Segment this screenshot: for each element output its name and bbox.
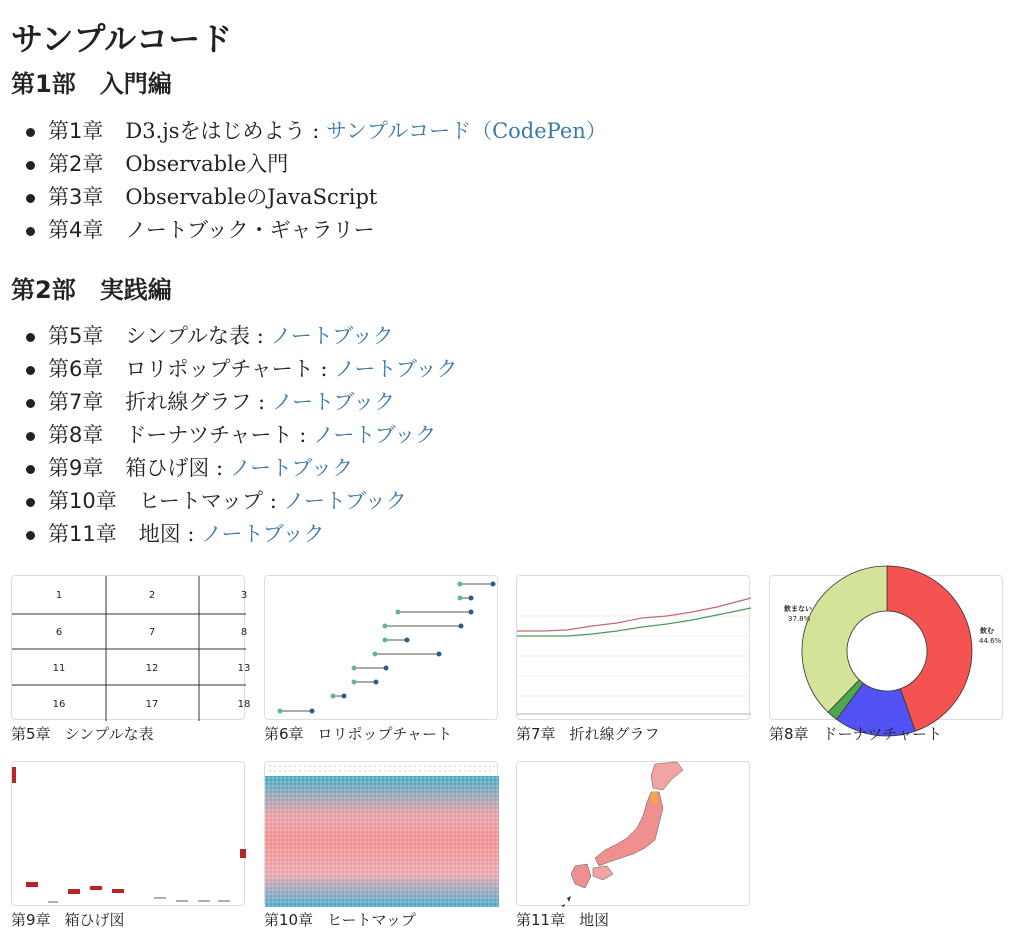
thumbnail-lollipop-chart[interactable] bbox=[264, 575, 498, 720]
chapter-item: 第7章 折れ線グラフ : ノートブック bbox=[26, 386, 457, 419]
table-cell: 16 bbox=[52, 699, 66, 710]
chapter-title: ドーナツチャート bbox=[125, 423, 293, 447]
notebook-link-ch10[interactable]: ノートブック bbox=[283, 489, 407, 513]
table-preview bbox=[12, 576, 251, 721]
chapter-title: 箱ひげ図 bbox=[125, 456, 210, 480]
donut-label: 飲む bbox=[980, 627, 994, 635]
table-cell: 3 bbox=[240, 590, 248, 601]
chapter-title: ヒートマップ bbox=[138, 489, 264, 513]
table-cell: 13 bbox=[237, 663, 251, 674]
thumbnail-caption: 第7章 折れ線グラフ bbox=[516, 725, 660, 743]
table-cell: 7 bbox=[148, 627, 156, 638]
chapter-item: 第11章 地図 : ノートブック bbox=[26, 518, 457, 551]
donut-chart bbox=[802, 566, 972, 736]
table-cell: 11 bbox=[52, 663, 66, 674]
chapter-title: ロリポップチャート bbox=[125, 357, 314, 381]
chapter-item: 第3章 ObservableのJavaScript bbox=[26, 181, 607, 214]
chapter-item: 第6章 ロリポップチャート : ノートブック bbox=[26, 353, 457, 386]
notebook-link-ch11[interactable]: ノートブック bbox=[201, 522, 325, 546]
boxplot-preview bbox=[12, 762, 246, 907]
donut-percent: 37.8% bbox=[788, 615, 811, 623]
chapter-item: 第1章 D3.jsをはじめよう : サンプルコード（CodePen） bbox=[26, 115, 607, 148]
lollipop-preview bbox=[265, 576, 499, 721]
chapter-item: 第5章 シンプルな表 : ノートブック bbox=[26, 320, 457, 353]
table-cell: 6 bbox=[55, 627, 63, 638]
thumbnail-donut-chart[interactable] bbox=[769, 575, 1003, 720]
thumbnail-caption: 第10章 ヒートマップ bbox=[264, 911, 416, 929]
table-cell: 2 bbox=[148, 590, 156, 601]
chapter-title: 折れ線グラフ bbox=[125, 390, 252, 414]
table-cell: 18 bbox=[237, 699, 251, 710]
japan-map-preview bbox=[517, 762, 751, 907]
chapter-item: 第9章 箱ひげ図 : ノートブック bbox=[26, 452, 457, 485]
chapter-item: 第4章 ノートブック・ギャラリー bbox=[26, 214, 607, 247]
thumbnail-caption: 第6章 ロリポップチャート bbox=[264, 725, 453, 743]
chapter-title: シンプルな表 bbox=[125, 324, 251, 348]
codepen-link[interactable]: サンプルコード（CodePen） bbox=[325, 119, 607, 143]
thumbnail-line-chart[interactable] bbox=[516, 575, 750, 720]
thumbnail-simple-table[interactable] bbox=[11, 575, 251, 720]
chapter-item: 第8章 ドーナツチャート : ノートブック bbox=[26, 419, 457, 452]
chapter-item: 第2章 Observable入門 bbox=[26, 148, 607, 181]
chapter-title: D3.jsをはじめよう bbox=[125, 119, 306, 143]
thumbnail-heatmap[interactable] bbox=[264, 761, 498, 906]
part2-heading: 第2部 実践編 bbox=[11, 276, 172, 304]
chapter-title: ノートブック・ギャラリー bbox=[125, 218, 375, 242]
table-cell: 8 bbox=[240, 627, 248, 638]
thumbnail-caption: 第8章 ドーナツチャート bbox=[769, 725, 942, 743]
page-title: サンプルコード bbox=[11, 20, 233, 58]
notebook-link-ch5[interactable]: ノートブック bbox=[270, 324, 394, 348]
donut-percent: 44.6% bbox=[979, 637, 1002, 645]
thumbnail-map[interactable] bbox=[516, 761, 750, 906]
notebook-link-ch6[interactable]: ノートブック bbox=[334, 357, 458, 381]
notebook-link-ch8[interactable]: ノートブック bbox=[312, 423, 437, 447]
thumbnail-boxplot[interactable] bbox=[11, 761, 245, 906]
thumbnail-caption: 第9章 箱ひげ図 bbox=[11, 911, 125, 929]
donut-label: 飲まない bbox=[784, 605, 812, 613]
table-cell: 1 bbox=[55, 590, 63, 601]
heatmap-preview bbox=[265, 762, 499, 907]
notebook-link-ch7[interactable]: ノートブック bbox=[271, 390, 396, 414]
table-cell: 12 bbox=[145, 663, 159, 674]
thumbnail-caption: 第11章 地図 bbox=[516, 911, 610, 929]
chapter-title: ObservableのJavaScript bbox=[125, 185, 378, 209]
thumbnail-caption: 第5章 シンプルな表 bbox=[11, 725, 154, 743]
chapter-title: Observable入門 bbox=[125, 152, 289, 176]
chapter-title: 地図 bbox=[138, 522, 181, 546]
part2-chapter-list bbox=[26, 320, 457, 551]
table-cell: 17 bbox=[145, 699, 159, 710]
notebook-link-ch9[interactable]: ノートブック bbox=[229, 456, 354, 480]
line-chart-preview bbox=[517, 576, 751, 721]
chapter-item: 第10章 ヒートマップ : ノートブック bbox=[26, 485, 457, 518]
part1-chapter-list bbox=[26, 115, 607, 247]
part1-heading: 第1部 入門編 bbox=[11, 70, 172, 98]
